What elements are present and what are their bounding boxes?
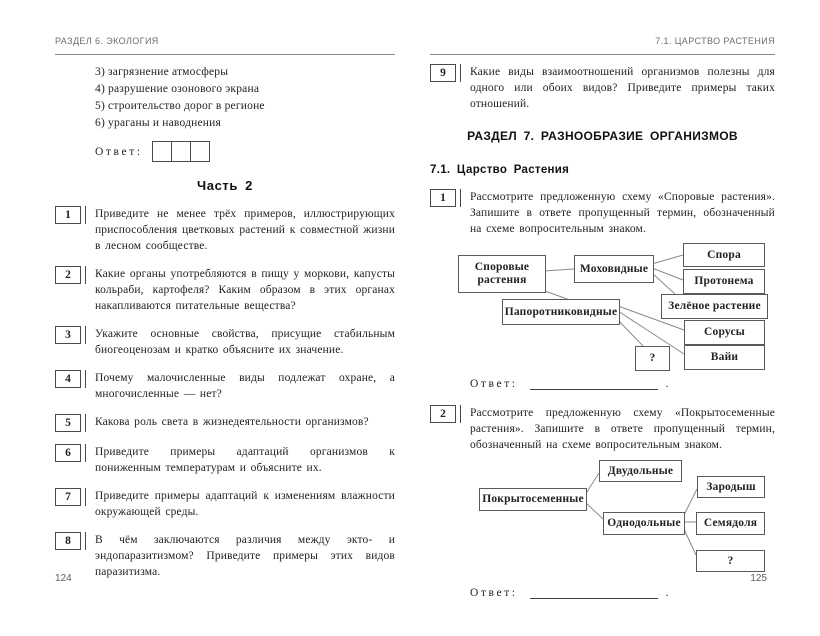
- question-text: Какова роль света в жизнедеятельности организмов?: [95, 416, 369, 428]
- question-text: Укажите основные свойства, присущие стабильным биогеоценозам и кратко объясните их значение.: [95, 328, 395, 356]
- diagram-box-protonema: Протонема: [683, 269, 765, 294]
- question-number-wrap: [430, 189, 470, 237]
- answer-row-1: [470, 378, 775, 390]
- question-text: Рассмотрите предложенную схему «Споровые растения». Запишите в ответе пропущенный термин, обозначенный на схеме вопросительным знаком.: [470, 191, 775, 235]
- question-number-divider: [85, 532, 86, 550]
- question-text: Какие органы употребляются в пищу у моркови, капусты кольраби, картофеля? Каким образом в этих органах накапливаются питательные вещества?: [95, 268, 395, 312]
- question-number-wrap: [430, 405, 470, 453]
- question-text: Приведите примеры адаптаций организмов к пониженным температурам и объясните их.: [95, 446, 395, 474]
- question-1: [55, 206, 395, 254]
- spore-plants-diagram: [430, 240, 775, 372]
- question-7: [55, 488, 395, 520]
- question-text: Приведите примеры адаптаций к изменениям влажности окружающей среды.: [95, 490, 395, 518]
- question-text: Рассмотрите предложенную схему «Покрытосеменные растения». Запишите в ответе пропущенный термин, обозначенный на схеме вопросительным знаком.: [470, 407, 775, 451]
- question-number: 9: [430, 64, 456, 82]
- question-number-divider: [460, 64, 461, 82]
- answer-cell: [190, 141, 210, 162]
- diagram-box-green-plant: Зелёное растение: [661, 294, 768, 319]
- question-8: [55, 532, 395, 580]
- question-4: [55, 370, 395, 402]
- right-page: [430, 36, 775, 599]
- question-number-divider: [85, 370, 86, 388]
- question-number-wrap: [55, 326, 95, 358]
- answer-cell: [171, 141, 191, 162]
- answer-label: Ответ:: [95, 145, 143, 158]
- question-6: [55, 444, 395, 476]
- answer-suffix: .: [665, 587, 669, 599]
- question-3: [55, 326, 395, 358]
- diagram-box-fronds: Вайи: [684, 345, 765, 370]
- answer-label: Ответ:: [470, 378, 518, 390]
- running-head-right: 7.1. ЦАРСТВО РАСТЕНИЯ: [430, 36, 775, 55]
- list-item: 4) разрушение озонового экрана: [95, 83, 260, 95]
- section-heading: РАЗДЕЛ 7. РАЗНООБРАЗИЕ ОРГАНИЗМОВ: [467, 129, 738, 143]
- question-9: [430, 64, 775, 112]
- answer-cell: [152, 141, 172, 162]
- question-5: [55, 414, 395, 432]
- diagram-box-angiosperms: Покрытосеменные: [479, 488, 587, 511]
- page-number-left: 124: [55, 573, 72, 584]
- list-item: 6) ураганы и наводнения: [95, 117, 222, 129]
- answer-cells: [153, 141, 210, 162]
- question-number: 3: [55, 326, 81, 344]
- numbered-list: [95, 64, 395, 132]
- question-number-wrap: [55, 414, 95, 432]
- diagram-box-monocots: Однодольные: [603, 512, 685, 535]
- question-number-divider: [85, 488, 86, 506]
- question-number: 1: [430, 189, 456, 207]
- question-r1: [430, 189, 775, 237]
- subsection-heading: 7.1. Царство Растения: [430, 164, 570, 176]
- question-number-wrap: [430, 64, 470, 112]
- diagram-box-cotyledon: Семядоля: [696, 512, 765, 535]
- answer-blank-line: [530, 378, 658, 390]
- question-number: 2: [430, 405, 456, 423]
- question-text: Приведите не менее трёх примеров, иллюстрирующих приспособления цветковых растений к совместной жизни в лесном сообществе.: [95, 208, 395, 252]
- diagram-box-spore-plants: Споровые растения: [458, 255, 546, 293]
- question-number: 1: [55, 206, 81, 224]
- question-number: 8: [55, 532, 81, 550]
- diagram-box-ferns: Папоротниковидные: [502, 299, 620, 325]
- question-number-divider: [85, 414, 86, 432]
- diagram-box-spore: Спора: [683, 243, 765, 267]
- question-number-wrap: [55, 266, 95, 314]
- question-number-divider: [460, 189, 461, 207]
- answer-suffix: .: [665, 378, 669, 390]
- question-number: 4: [55, 370, 81, 388]
- question-text: Какие виды взаимоотношений организмов полезны для одного или обоих видов? Приведите примеры таких отношений.: [470, 66, 775, 110]
- left-page: [55, 36, 395, 596]
- answer-blank-line: [530, 587, 658, 599]
- question-number-wrap: [55, 488, 95, 520]
- diagram-box-embryo: Зародыш: [697, 476, 765, 498]
- question-text: В чём заключаются различия между экто- и эндопаразитизмом? Приведите примеры этих видов паразитизма.: [95, 534, 395, 578]
- question-number: 7: [55, 488, 81, 506]
- question-number: 6: [55, 444, 81, 462]
- diagram-box-mosses: Моховидные: [574, 255, 654, 283]
- answer-label: Ответ:: [470, 587, 518, 599]
- angiosperms-diagram: [430, 457, 775, 577]
- question-number: 2: [55, 266, 81, 284]
- diagram-box-dicots: Двудольные: [599, 460, 682, 482]
- page-number-right: 125: [750, 573, 767, 584]
- question-number-wrap: [55, 444, 95, 476]
- list-item: 3) загрязнение атмосферы: [95, 66, 229, 78]
- running-head-left: РАЗДЕЛ 6. ЭКОЛОГИЯ: [55, 36, 395, 55]
- diagram-box-sori: Сорусы: [684, 320, 765, 345]
- diagram-box-unknown-term: ?: [635, 346, 670, 371]
- question-text: Почему малочисленные виды подлежат охране, а многочисленные — нет?: [95, 372, 395, 400]
- list-item: 5) строительство дорог в регионе: [95, 100, 265, 112]
- question-number-divider: [85, 444, 86, 462]
- question-number-wrap: [55, 370, 95, 402]
- question-number-divider: [460, 405, 461, 423]
- question-2: [55, 266, 395, 314]
- answer-row-2: [470, 587, 775, 599]
- question-number-wrap: [55, 206, 95, 254]
- question-r2: [430, 405, 775, 453]
- question-number-divider: [85, 266, 86, 284]
- question-number-divider: [85, 206, 86, 224]
- part-heading: Часть 2: [197, 178, 253, 193]
- diagram-box-unknown-term: ?: [696, 550, 765, 572]
- question-number-divider: [85, 326, 86, 344]
- question-number: 5: [55, 414, 81, 432]
- answer-row: [95, 141, 395, 162]
